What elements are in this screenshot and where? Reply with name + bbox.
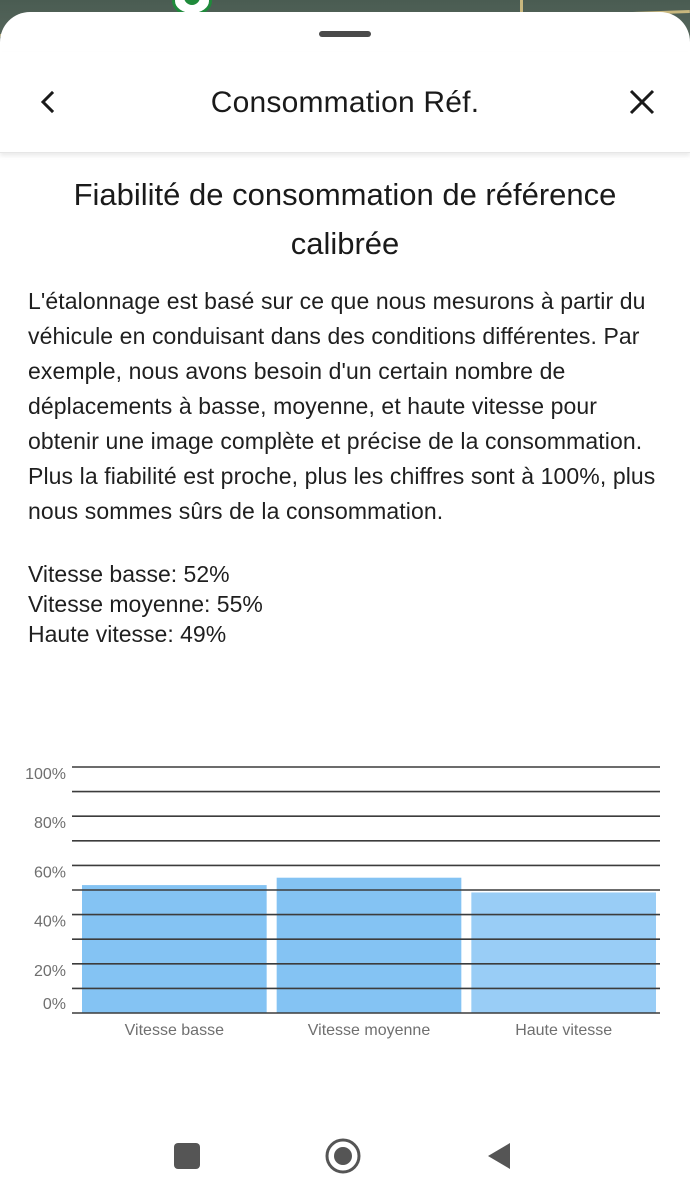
x-tick-label: Haute vitesse	[515, 1022, 613, 1039]
chart-svg	[20, 745, 670, 1055]
y-tick-label: 80%	[33, 815, 66, 833]
x-tick-label: Vitesse basse	[124, 1022, 224, 1039]
close-icon	[628, 88, 656, 116]
sheet-header	[0, 52, 690, 153]
chart-bar	[82, 885, 267, 1013]
recents-button[interactable]	[163, 1132, 211, 1180]
circle-icon	[324, 1137, 362, 1175]
system-nav-bar	[0, 1110, 690, 1200]
stat-medium-speed: Vitesse moyenne: 55%	[28, 591, 263, 617]
reliability-bar-chart	[20, 745, 670, 1055]
sheet-drag-handle[interactable]	[319, 31, 371, 37]
chart-bar	[277, 878, 462, 1013]
description-text: L'étalonnage est basé sur ce que nous mesurons à partir du véhicule en conduisant dans des conditions différentes. Par exemple, nous avons besoin d'un certain nombre de déplacements à basse, moyenne, et haute vitesse pour obtenir une image complète et précise de la consommation. Plus la fiabilité est proche, plus les chiffres sont à 100%, plus nous sommes sûrs de la consommation.	[28, 288, 656, 524]
main-content	[28, 170, 662, 649]
square-icon	[173, 1142, 201, 1170]
y-tick-label: 40%	[33, 913, 66, 931]
chart-bar	[471, 892, 656, 1013]
back-button[interactable]	[26, 80, 70, 124]
y-tick-label: 20%	[33, 962, 66, 980]
close-button[interactable]	[620, 80, 664, 124]
x-tick-label: Vitesse moyenne	[307, 1022, 431, 1039]
y-tick-label: 100%	[25, 766, 66, 783]
section-title: Fiabilité de consommation de référence calibrée	[73, 177, 617, 261]
home-button[interactable]	[319, 1132, 367, 1180]
triangle-back-icon	[485, 1141, 513, 1171]
chevron-left-icon	[37, 90, 59, 114]
stat-low-speed: Vitesse basse: 52%	[28, 561, 230, 587]
y-tick-label: 60%	[33, 864, 66, 882]
stat-high-speed: Haute vitesse: 49%	[28, 621, 227, 647]
system-back-button[interactable]	[475, 1132, 523, 1180]
page-title: Consommation Réf.	[210, 86, 480, 119]
stats-list	[28, 559, 662, 649]
y-tick-label: 0%	[42, 996, 66, 1013]
